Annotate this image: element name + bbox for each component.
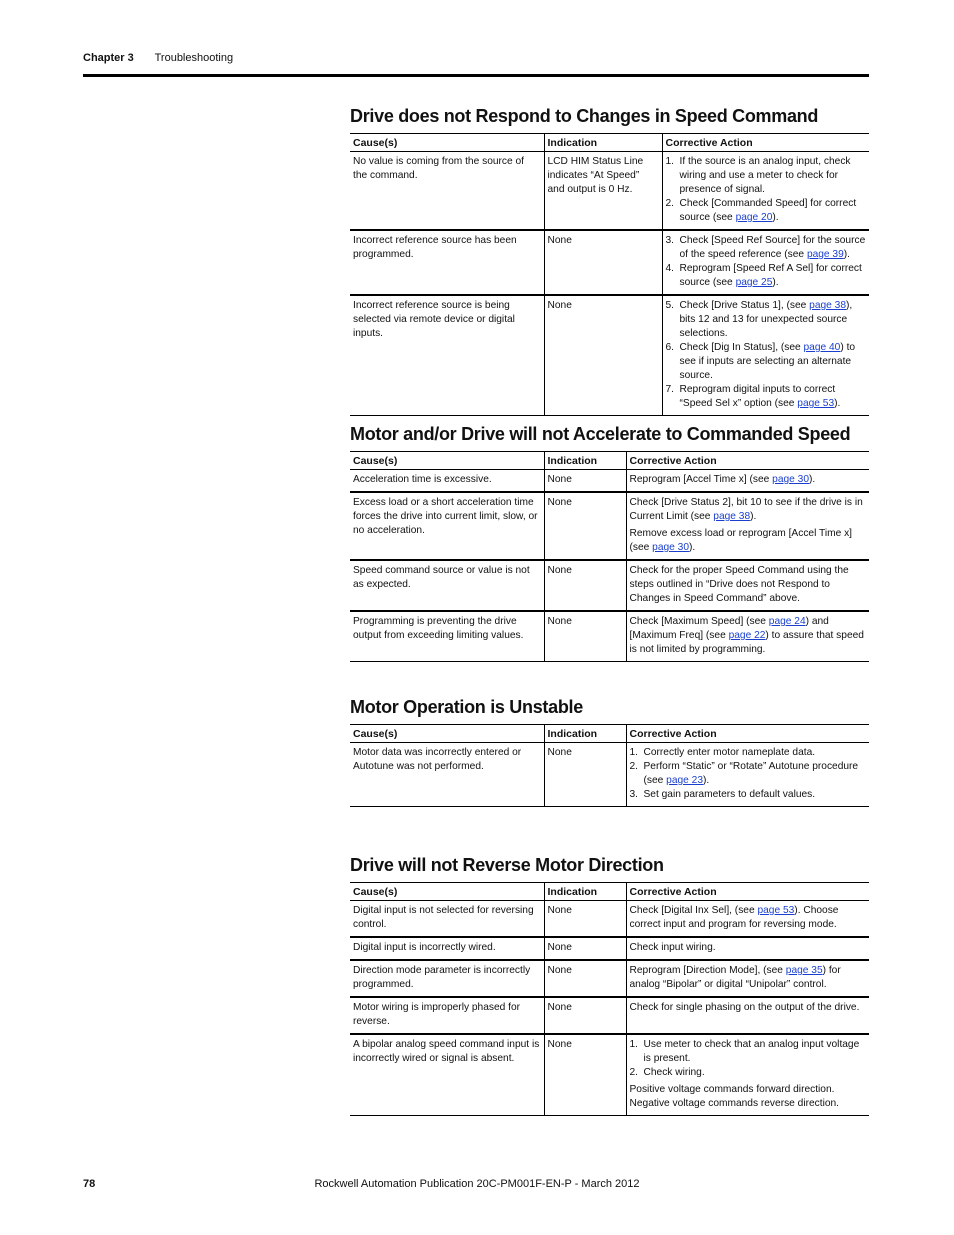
indication-header: Indication [544, 883, 626, 901]
section-label: Troubleshooting [154, 52, 234, 64]
cause-cell: Digital input is incorrectly wired. [350, 937, 544, 960]
cause-cell: Incorrect reference source has been programmed. [350, 230, 544, 295]
table-row [350, 470, 869, 493]
action-paragraph [630, 941, 867, 955]
cause-cell: Excess load or a short acceleration time forces the drive into current limit, slow, or no acceleration. [350, 492, 544, 560]
action-step [630, 1038, 867, 1066]
page-link[interactable]: page 30 [652, 542, 689, 553]
action-text: If the source is an analog input, check wiring and use a meter to check for presence of signal. [679, 156, 851, 195]
action-text: Check [Drive Status 2], bit 10 to see if the drive is in Current Limit (see [629, 497, 863, 522]
cause-cell: Acceleration time is excessive. [353, 474, 492, 485]
indication-cell: None [544, 295, 662, 416]
step-text [680, 197, 867, 225]
table-header-row [350, 452, 869, 470]
cause-cell: Motor data was incorrectly entered or Autotune was not performed. [350, 743, 544, 807]
action-text: Remove excess load or reprogram [Accel Time x] (see [629, 528, 853, 553]
page-link[interactable]: page 22 [728, 630, 766, 641]
section-heading: Motor Operation is Unstable [350, 697, 583, 717]
cause-header: Cause(s) [350, 452, 544, 470]
corrective-action-cell [626, 1034, 869, 1116]
corrective-action-cell [626, 611, 869, 662]
section-accelerate [350, 424, 869, 662]
troubleshooting-table [350, 882, 869, 1116]
page-link[interactable]: page 25 [735, 277, 773, 288]
step-number: 5. [665, 300, 674, 311]
page-link[interactable]: page 38 [713, 511, 751, 522]
table-row [350, 937, 869, 960]
table-row [350, 560, 869, 611]
corrective-action-cell [626, 997, 869, 1034]
action-text: ), bits 12 and 13 for unexpected source selections. [679, 300, 853, 339]
page-link[interactable]: page 23 [666, 775, 703, 786]
cause-header: Cause(s) [350, 883, 544, 901]
action-text: ). [750, 511, 757, 522]
action-text: ). [772, 212, 779, 223]
action-paragraph [630, 1001, 867, 1015]
action-step [630, 1066, 867, 1080]
page-link[interactable]: page 35 [785, 965, 823, 976]
publication-info: Rockwell Automation Publication 20C-PM001F-EN-P - March 2012 [314, 1178, 640, 1190]
action-step [630, 746, 867, 760]
section-heading: Drive does not Respond to Changes in Speed Command [350, 106, 819, 126]
action-list [666, 299, 867, 411]
step-text [680, 262, 867, 290]
indication-header: Indication [544, 134, 662, 152]
troubleshooting-table [350, 133, 869, 416]
indication-cell: None [544, 470, 626, 493]
section-heading: Drive will not Reverse Motor Direction [350, 855, 664, 875]
cause-header: Cause(s) [350, 725, 544, 743]
action-text: Check [Digital Inx Sel], (see [629, 905, 758, 916]
action-text: Reprogram [Direction Mode], (see [629, 965, 786, 976]
table-row [350, 997, 869, 1034]
step-number: 6. [665, 342, 674, 353]
action-paragraph [630, 615, 867, 657]
action-step [666, 299, 867, 341]
action-paragraph [630, 564, 867, 606]
page-link[interactable]: page 20 [735, 212, 773, 223]
page-link[interactable]: page 30 [772, 474, 809, 485]
corrective-action-cell [626, 901, 869, 938]
step-number: 2. [629, 761, 638, 772]
action-text: ) to see if inputs are selecting an alternate source. [679, 342, 856, 381]
action-paragraph [630, 496, 867, 524]
action-text: Check [Speed Ref Source] for the source of the speed reference (see [679, 235, 866, 260]
table-row [350, 611, 869, 662]
indication-header: Indication [544, 725, 626, 743]
cause-cell: Motor wiring is improperly phased for reverse. [350, 997, 544, 1034]
action-text: Check [Drive Status 1], (see [679, 300, 810, 311]
indication-cell: None [544, 560, 626, 611]
section-speed-command [350, 106, 869, 416]
table-row [350, 492, 869, 560]
action-text: Correctly enter motor nameplate data. [643, 747, 816, 758]
action-text: Positive voltage commands forward direction. Negative voltage commands reverse direction. [629, 1084, 840, 1109]
corrective-action-cell [626, 560, 869, 611]
corrective-action-header: Corrective Action [626, 883, 869, 901]
indication-cell: None [544, 960, 626, 997]
indication-cell: None [544, 230, 662, 295]
cause-cell: Incorrect reference source is being selected via remote device or digital inputs. [350, 295, 544, 416]
indication-header: Indication [544, 452, 626, 470]
step-text [644, 1038, 867, 1066]
corrective-action-header: Corrective Action [626, 725, 869, 743]
table-row [350, 1034, 869, 1116]
step-number: 3. [629, 789, 638, 800]
step-text [680, 234, 867, 262]
step-number: 7. [665, 384, 674, 395]
action-text: Reprogram [Accel Time x] (see [629, 474, 773, 485]
action-text: ) and [Maximum Freq] (see [629, 616, 829, 641]
cause-cell: Programming is preventing the drive output from exceeding limiting values. [350, 611, 544, 662]
indication-cell: None [544, 997, 626, 1034]
table-header-row [350, 725, 869, 743]
action-list [630, 746, 867, 802]
action-step [666, 197, 867, 225]
troubleshooting-table [350, 451, 869, 662]
action-text: Use meter to check that an analog input voltage is present. [643, 1039, 860, 1064]
step-number: 3. [665, 235, 674, 246]
cause-cell: Speed command source or value is not as expected. [350, 560, 544, 611]
table-row [350, 152, 869, 231]
action-text: ). [809, 474, 816, 485]
cause-cell: A bipolar analog speed command input is incorrectly wired or signal is absent. [350, 1034, 544, 1116]
corrective-action-cell [662, 152, 869, 231]
section-unstable [350, 697, 869, 807]
indication-cell: None [544, 937, 626, 960]
step-number: 1. [665, 156, 674, 167]
table-row [350, 901, 869, 938]
table-header-row [350, 134, 869, 152]
indication-cell: None [544, 901, 626, 938]
action-step [666, 155, 867, 197]
action-text: ) for analog “Bipolar” or digital “Unipolar” control. [629, 965, 841, 990]
table-row [350, 230, 869, 295]
page-link[interactable]: page 53 [797, 398, 835, 409]
action-list [666, 234, 867, 290]
section-heading: Motor and/or Drive will not Accelerate to Commanded Speed [350, 424, 851, 444]
page-link[interactable]: page 24 [768, 616, 806, 627]
action-text: Check [Maximum Speed] (see [629, 616, 769, 627]
action-paragraph [630, 473, 867, 487]
corrective-action-cell [626, 470, 869, 493]
troubleshooting-table [350, 724, 869, 807]
action-text: Check for single phasing on the output of the drive. [629, 1002, 860, 1013]
page-link[interactable]: page 38 [809, 300, 846, 311]
indication-cell: None [544, 492, 626, 560]
action-list [630, 1038, 867, 1080]
cause-header: Cause(s) [350, 134, 544, 152]
action-step [666, 234, 867, 262]
indication-cell: None [544, 743, 626, 807]
step-text [680, 383, 867, 411]
page-link[interactable]: page 40 [803, 342, 841, 353]
action-text: Set gain parameters to default values. [643, 789, 816, 800]
running-header [83, 52, 233, 64]
table-header-row [350, 883, 869, 901]
step-text [680, 299, 867, 341]
corrective-action-cell [626, 937, 869, 960]
step-text [644, 788, 867, 802]
action-step [630, 788, 867, 802]
action-text: ). [702, 775, 710, 786]
header-rule [83, 74, 869, 77]
step-text [680, 341, 867, 383]
action-step [666, 383, 867, 411]
indication-cell: None [544, 611, 626, 662]
action-text: ). [688, 542, 696, 553]
action-text: Reprogram [Speed Ref A Sel] for correct source (see [679, 263, 862, 288]
action-text: ). [843, 249, 850, 260]
cause-cell: No value is coming from the source of the command. [353, 156, 524, 181]
action-step [666, 262, 867, 290]
action-text: Reprogram digital inputs to correct “Speed Sel x” option (see [679, 384, 836, 409]
action-paragraph [630, 527, 867, 555]
table-row [350, 743, 869, 807]
action-list [666, 155, 867, 225]
step-number: 2. [629, 1067, 638, 1078]
action-text: Check [Commanded Speed] for correct source (see [679, 198, 857, 223]
chapter-label: Chapter 3 [83, 52, 134, 64]
corrective-action-cell [626, 743, 869, 807]
action-text: ). [834, 398, 841, 409]
step-text [644, 760, 867, 788]
step-text [644, 1066, 867, 1080]
table-row [350, 295, 869, 416]
action-text: ). Choose correct input and program for reversing mode. [629, 905, 839, 930]
indication-cell: LCD HIM Status Line indicates “At Speed” and output is 0 Hz. [544, 152, 662, 231]
cause-cell: Direction mode parameter is incorrectly programmed. [350, 960, 544, 997]
corrective-action-header: Corrective Action [626, 452, 869, 470]
action-text: Check wiring. [643, 1067, 705, 1078]
page-link[interactable]: page 39 [806, 249, 844, 260]
page-link[interactable]: page 53 [757, 905, 795, 916]
step-number: 1. [629, 747, 638, 758]
action-paragraph [630, 1083, 867, 1111]
action-paragraph [630, 964, 867, 992]
corrective-action-cell [626, 960, 869, 997]
action-paragraph [630, 904, 867, 932]
action-step [630, 760, 867, 788]
action-text: Perform “Static” or “Rotate” Autotune procedure (see [643, 761, 859, 786]
corrective-action-cell [626, 492, 869, 560]
page-number: 78 [83, 1178, 96, 1190]
action-text: Check input wiring. [629, 942, 716, 953]
action-text: Check [Dig In Status], (see [679, 342, 804, 353]
table-row [350, 960, 869, 997]
step-text [644, 746, 867, 760]
section-reverse [350, 855, 869, 1116]
step-text [680, 155, 867, 197]
corrective-action-cell [662, 295, 869, 416]
cause-cell: Digital input is not selected for reversing control. [353, 905, 534, 930]
action-text: ). [772, 277, 779, 288]
corrective-action-header: Corrective Action [662, 134, 869, 152]
action-text: Check for the proper Speed Command using the steps outlined in “Drive does not Respond to Changes in Speed Command” above. [629, 565, 849, 604]
corrective-action-cell [662, 230, 869, 295]
step-number: 1. [629, 1039, 638, 1050]
action-text: ) to assure that speed is not limited by programming. [629, 630, 864, 655]
indication-cell: None [544, 1034, 626, 1116]
step-number: 2. [665, 198, 674, 209]
step-number: 4. [665, 263, 674, 274]
action-step [666, 341, 867, 383]
